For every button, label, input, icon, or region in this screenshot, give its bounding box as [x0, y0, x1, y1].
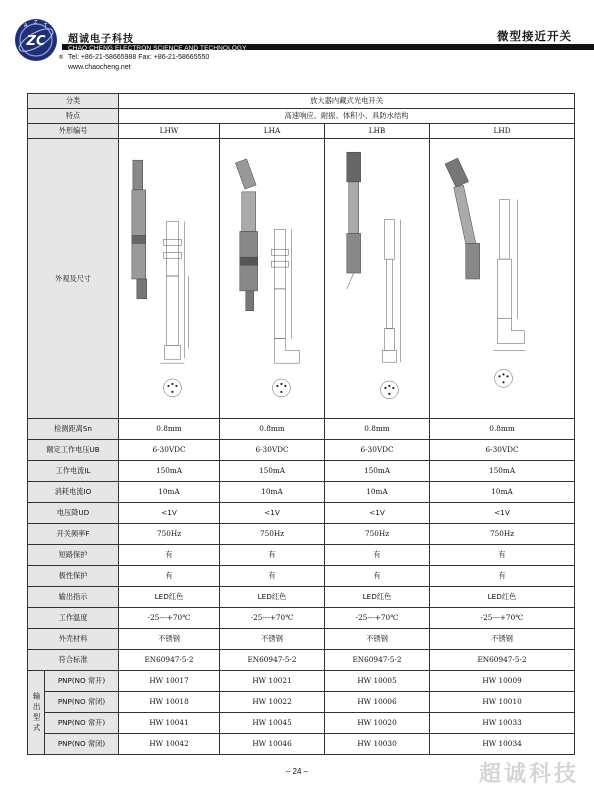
- spec-value: 150mA: [220, 461, 325, 482]
- spec-value: 有: [220, 566, 325, 587]
- table-row: [28, 650, 575, 671]
- spec-value: -25---+70℃: [325, 608, 430, 629]
- output-code: HW 10041: [119, 713, 220, 734]
- svg-text:T: T: [44, 23, 48, 29]
- spec-value: 6-30VDC: [220, 440, 325, 461]
- spec-value: 6-30VDC: [430, 440, 575, 461]
- output-code: HW 10017: [119, 671, 220, 692]
- spec-value: EN60947-5-2: [325, 650, 430, 671]
- table-row: [28, 461, 575, 482]
- output-group-label: 输出型式: [28, 671, 45, 755]
- drawing-lha: [220, 139, 325, 419]
- output-code: HW 10030: [325, 734, 430, 755]
- page-header: [0, 0, 594, 85]
- table-row: [28, 524, 575, 545]
- company-logo: [14, 18, 58, 62]
- spec-value: 0.8mm: [325, 419, 430, 440]
- output-label: PNP(NO 常开): [45, 671, 119, 692]
- output-code: HW 10046: [220, 734, 325, 755]
- spec-value: <1V: [220, 503, 325, 524]
- sensor-lhd-drawing: [430, 139, 574, 418]
- spec-table: [27, 93, 575, 755]
- registered-mark: ®: [58, 54, 64, 61]
- output-code: HW 10021: [220, 671, 325, 692]
- spec-value: 750Hz: [430, 524, 575, 545]
- table-row: [28, 587, 575, 608]
- sensor-lhb-drawing: [325, 139, 429, 418]
- spec-value: 有: [220, 545, 325, 566]
- page-number: – 24 –: [285, 767, 309, 776]
- table-row: [28, 94, 575, 109]
- table-row: [28, 440, 575, 461]
- spec-label: 极性保护: [28, 566, 119, 587]
- company-name-cn: 超诚电子科技: [68, 34, 134, 45]
- page-title: 微型接近开关: [497, 29, 572, 43]
- table-row: [28, 734, 575, 755]
- spec-value: 150mA: [119, 461, 220, 482]
- spec-value: 有: [325, 545, 430, 566]
- spec-value: LED红色: [220, 587, 325, 608]
- spec-label: 输出指示: [28, 587, 119, 608]
- table-row: [28, 671, 575, 692]
- table-row: [28, 566, 575, 587]
- spec-label: 外壳材料: [28, 629, 119, 650]
- table-row: [28, 503, 575, 524]
- spec-label: 电压降UD: [28, 503, 119, 524]
- spec-value: 750Hz: [220, 524, 325, 545]
- output-code: HW 10042: [119, 734, 220, 755]
- spec-value: 10mA: [430, 482, 575, 503]
- table-row: [28, 629, 575, 650]
- spec-value: 不锈钢: [325, 629, 430, 650]
- spec-value: -25---+70℃: [220, 608, 325, 629]
- table-row: [28, 545, 575, 566]
- spec-value: 750Hz: [119, 524, 220, 545]
- svg-text:ZC: ZC: [26, 34, 46, 49]
- table-row: [28, 608, 575, 629]
- company-name-en: CHAO CHENG ELECTRON SCIENCE AND TECHNOLOGY: [68, 45, 247, 52]
- spec-label: 短路保护: [28, 545, 119, 566]
- spec-value: 有: [119, 566, 220, 587]
- model-lhb: LHB: [325, 124, 430, 139]
- spec-value: 6-30VDC: [119, 440, 220, 461]
- spec-value: -25---+70℃: [119, 608, 220, 629]
- table-row: [28, 419, 575, 440]
- output-code: HW 10033: [430, 713, 575, 734]
- spec-value: 10mA: [220, 482, 325, 503]
- output-code: HW 10005: [325, 671, 430, 692]
- spec-value: 不锈钢: [220, 629, 325, 650]
- svg-text:Z: Z: [34, 20, 38, 26]
- output-label: PNP(NO 常闭): [45, 734, 119, 755]
- model-label: 外形编号: [28, 124, 119, 139]
- spec-label: 开关频率F: [28, 524, 119, 545]
- table-row: [28, 139, 575, 419]
- table-row: [28, 713, 575, 734]
- spec-value: LED红色: [430, 587, 575, 608]
- spec-value: 0.8mm: [119, 419, 220, 440]
- output-label: PNP(NO 常闭): [45, 692, 119, 713]
- spec-value: LED红色: [325, 587, 430, 608]
- spec-value: 150mA: [430, 461, 575, 482]
- table-row: [28, 692, 575, 713]
- category-label: 分类: [28, 94, 119, 109]
- table-row: [28, 109, 575, 124]
- drawing-lhd: [430, 139, 575, 419]
- model-lha: LHA: [220, 124, 325, 139]
- spec-label: 额定工作电压UB: [28, 440, 119, 461]
- watermark: 超诚科技: [478, 762, 579, 787]
- drawing-lhb: [325, 139, 430, 419]
- output-code: HW 10045: [220, 713, 325, 734]
- spec-value: 0.8mm: [220, 419, 325, 440]
- spec-value: <1V: [325, 503, 430, 524]
- output-code: HW 10009: [430, 671, 575, 692]
- sensor-lhw-drawing: [119, 139, 219, 418]
- spec-value: EN60947-5-2: [430, 650, 575, 671]
- spec-value: 10mA: [119, 482, 220, 503]
- spec-value: 150mA: [325, 461, 430, 482]
- output-label: PNP(NO 常开): [45, 713, 119, 734]
- spec-label: 消耗电流IO: [28, 482, 119, 503]
- output-code: HW 10010: [430, 692, 575, 713]
- spec-value: 0.8mm: [430, 419, 575, 440]
- category-value: 放大器内藏式光电开关: [119, 94, 575, 109]
- spec-value: 不锈钢: [430, 629, 575, 650]
- table-row: [28, 482, 575, 503]
- model-lhw: LHW: [119, 124, 220, 139]
- spec-value: 有: [430, 545, 575, 566]
- spec-label: 工作温度: [28, 608, 119, 629]
- model-lhd: LHD: [430, 124, 575, 139]
- output-code: HW 10018: [119, 692, 220, 713]
- spec-label: 工作电流IL: [28, 461, 119, 482]
- feature-label: 特点: [28, 109, 119, 124]
- spec-value: <1V: [430, 503, 575, 524]
- spec-value: EN60947-5-2: [220, 650, 325, 671]
- spec-value: LED红色: [119, 587, 220, 608]
- drawing-lhw: [119, 139, 220, 419]
- output-code: HW 10006: [325, 692, 430, 713]
- spec-value: 750Hz: [325, 524, 430, 545]
- spec-value: <1V: [119, 503, 220, 524]
- spec-value: EN60947-5-2: [119, 650, 220, 671]
- spec-value: 10mA: [325, 482, 430, 503]
- spec-value: 有: [325, 566, 430, 587]
- spec-value: 不锈钢: [119, 629, 220, 650]
- svg-text:A: A: [24, 23, 28, 29]
- output-code: HW 10020: [325, 713, 430, 734]
- spec-value: -25---+70℃: [430, 608, 575, 629]
- drawing-label: 外观及尺寸: [28, 139, 119, 419]
- spec-value: 6-30VDC: [325, 440, 430, 461]
- company-website: www.chaocheng.net: [68, 64, 131, 71]
- output-code: HW 10034: [430, 734, 575, 755]
- sensor-lha-drawing: [220, 139, 324, 418]
- spec-value: 有: [430, 566, 575, 587]
- table-row: [28, 124, 575, 139]
- spec-label: 符合标准: [28, 650, 119, 671]
- feature-value: 高速响应、耐振、体积小、具防水结构: [119, 109, 575, 124]
- spec-value: 有: [119, 545, 220, 566]
- spec-label: 检测距离Sn: [28, 419, 119, 440]
- company-contact: Tel: +86-21-58665988 Fax: +86-21-58665550: [68, 54, 210, 61]
- output-code: HW 10022: [220, 692, 325, 713]
